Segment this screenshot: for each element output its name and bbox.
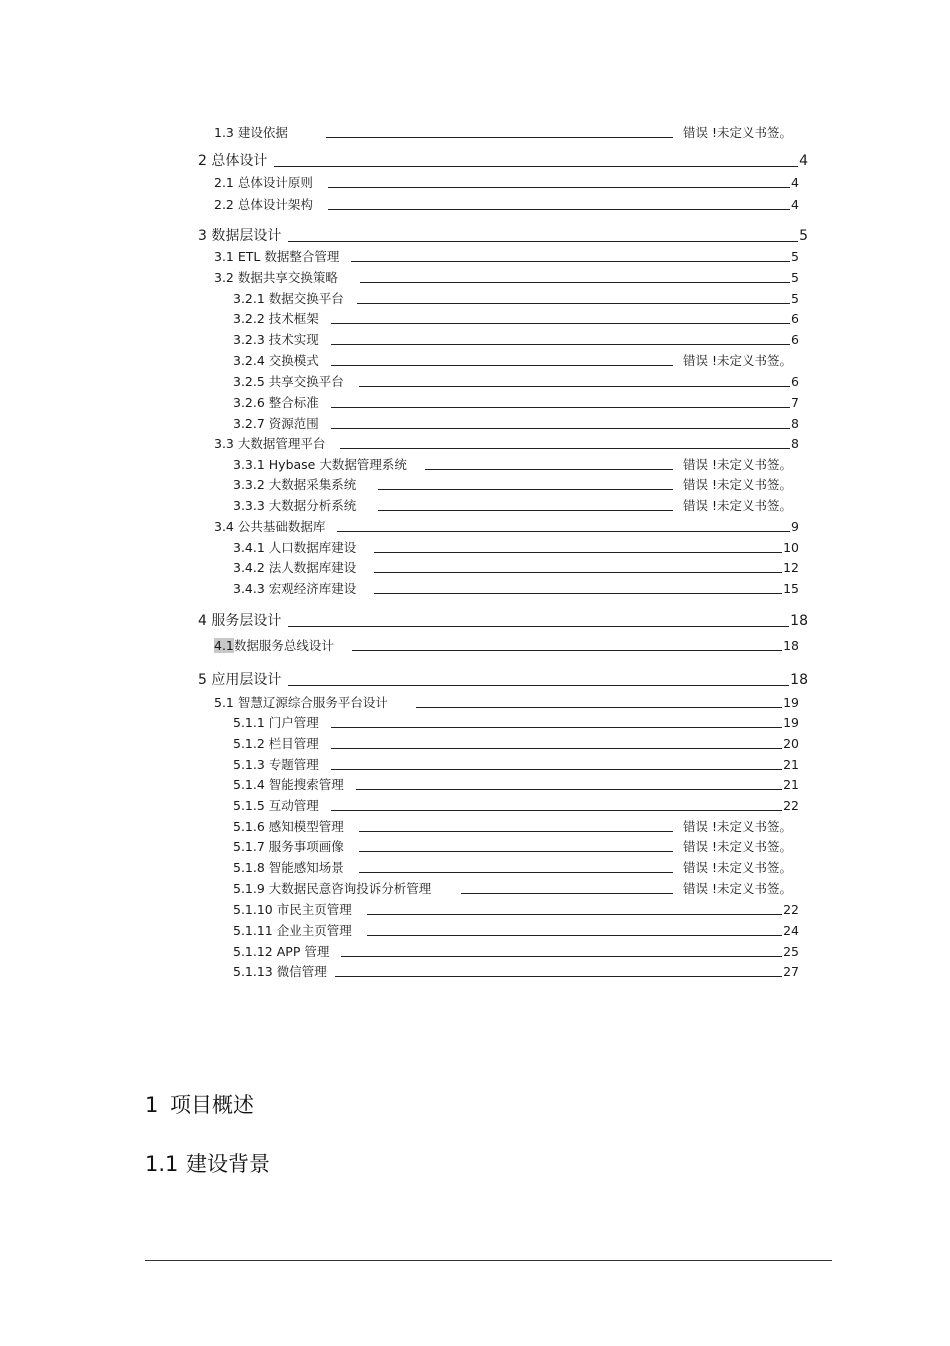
toc-entry[interactable] bbox=[233, 477, 792, 491]
toc-leader-line bbox=[360, 282, 790, 283]
toc-leader-line bbox=[351, 261, 790, 262]
toc-entry-page: 22 bbox=[783, 901, 799, 917]
toc-entry[interactable] bbox=[233, 395, 799, 409]
toc-leader-line bbox=[378, 489, 673, 490]
toc-entry-page: 15 bbox=[783, 580, 799, 596]
toc-leader-line bbox=[331, 323, 790, 324]
toc-entry-title: 3.4 公共基础数据库 bbox=[214, 518, 326, 534]
toc-entry-error: 错误 !未定义书签。 bbox=[683, 352, 792, 368]
toc-entry-title: 3.2.4 交换模式 bbox=[233, 352, 319, 368]
toc-entry-page: 5 bbox=[791, 269, 799, 285]
toc-entry-title: 2 总体设计 bbox=[198, 153, 268, 169]
toc-leader-line bbox=[367, 914, 782, 915]
toc-entry-title: 3.4.3 宏观经济库建设 bbox=[233, 580, 357, 596]
toc-entry-page: 6 bbox=[791, 331, 799, 347]
toc-leader-line bbox=[341, 956, 782, 957]
toc-entry-page: 21 bbox=[783, 756, 799, 772]
toc-entry-page: 19 bbox=[783, 714, 799, 730]
section-number: 1.1 bbox=[145, 1152, 179, 1176]
toc-entry[interactable] bbox=[233, 353, 792, 367]
toc-entry[interactable] bbox=[233, 944, 799, 958]
toc-entry-title: 4 服务层设计 bbox=[198, 613, 282, 629]
toc-entry-title: 5.1.1 门户管理 bbox=[233, 714, 319, 730]
toc-leader-line bbox=[337, 531, 790, 532]
toc-entry[interactable] bbox=[214, 436, 799, 450]
toc-entry-title: 5.1.3 专题管理 bbox=[233, 756, 319, 772]
toc-entry-title: 3.4.1 人口数据库建设 bbox=[233, 539, 357, 555]
toc-entry-page: 8 bbox=[791, 435, 799, 451]
toc-entry[interactable] bbox=[233, 715, 799, 729]
toc-entry[interactable] bbox=[198, 229, 808, 243]
toc-entry-title: 5.1 智慧辽源综合服务平台设计 bbox=[214, 694, 388, 710]
toc-entry-title: 5.1.7 服务事项画像 bbox=[233, 838, 344, 854]
toc-entry-title: 3.2.3 技术实现 bbox=[233, 331, 319, 347]
toc-leader-line bbox=[331, 810, 782, 811]
toc-entry-title: 3.2 数据共享交换策略 bbox=[214, 269, 338, 285]
toc-entry-page: 24 bbox=[783, 922, 799, 938]
toc-entry-page: 5 bbox=[791, 248, 799, 264]
toc-leader-line bbox=[374, 593, 782, 594]
toc-entry[interactable] bbox=[233, 416, 799, 430]
toc-entry-error: 错误 !未定义书签。 bbox=[683, 497, 792, 513]
toc-entry-title: 3.4.2 法人数据库建设 bbox=[233, 559, 357, 575]
toc-leader-line bbox=[378, 510, 673, 511]
toc-entry[interactable] bbox=[214, 270, 799, 284]
toc-entry[interactable] bbox=[233, 798, 799, 812]
toc-entry[interactable] bbox=[214, 249, 799, 263]
section-title: 建设背景 bbox=[186, 1152, 270, 1176]
toc-entry-title: 3.3.2 大数据采集系统 bbox=[233, 476, 357, 492]
toc-entry-page: 20 bbox=[783, 735, 799, 751]
toc-entry-page: 4 bbox=[791, 174, 799, 190]
toc-entry-title: 2.2 总体设计架构 bbox=[214, 196, 313, 212]
toc-entry-page: 4 bbox=[791, 196, 799, 212]
toc-entry-title: 3.2.2 技术框架 bbox=[233, 310, 319, 326]
toc-entry-page: 22 bbox=[783, 797, 799, 813]
toc-entry[interactable] bbox=[233, 923, 799, 937]
toc-entry-title: 5.1.10 市民主页管理 bbox=[233, 901, 352, 917]
toc-entry-page: 21 bbox=[783, 776, 799, 792]
toc-leader-line bbox=[367, 935, 782, 936]
toc-leader-line bbox=[374, 572, 782, 573]
toc-entry-page: 18 bbox=[783, 637, 799, 653]
toc-entry[interactable] bbox=[233, 581, 799, 595]
toc-entry-title: 5.1.6 感知模型管理 bbox=[233, 818, 344, 834]
toc-leader-line bbox=[326, 137, 673, 138]
toc-entry[interactable] bbox=[233, 839, 792, 853]
toc-entry-title: 2.1 总体设计原则 bbox=[214, 174, 313, 190]
toc-leader-line bbox=[331, 365, 673, 366]
toc-entry-text: 数据服务总线设计 bbox=[233, 637, 334, 653]
toc-entry-title: 5.1.2 栏目管理 bbox=[233, 735, 319, 751]
toc-entry-title: 3.2.1 数据交换平台 bbox=[233, 290, 344, 306]
toc-entry-page: 5 bbox=[791, 290, 799, 306]
toc-entry-error: 错误 !未定义书签。 bbox=[683, 456, 792, 472]
toc-entry-page: 8 bbox=[791, 415, 799, 431]
toc-leader-line bbox=[331, 727, 782, 728]
toc-entry-error: 错误 !未定义书签。 bbox=[683, 838, 792, 854]
toc-entry-title: 3.3 大数据管理平台 bbox=[214, 435, 326, 451]
toc-entry-title: 5.1.5 互动管理 bbox=[233, 797, 319, 813]
toc-leader-line bbox=[288, 626, 789, 627]
toc-leader-line bbox=[359, 872, 673, 873]
toc-entry[interactable] bbox=[214, 638, 799, 652]
toc-leader-line bbox=[328, 209, 790, 210]
toc-entry[interactable] bbox=[233, 881, 792, 895]
toc-entry[interactable] bbox=[233, 332, 799, 346]
toc-entry[interactable] bbox=[214, 125, 792, 139]
toc-leader-line bbox=[461, 893, 673, 894]
toc-entry[interactable] bbox=[233, 457, 792, 471]
toc-entry-page: 25 bbox=[783, 943, 799, 959]
toc-entry-title: 5.1.13 微信管理 bbox=[233, 963, 327, 979]
toc-entry-page: 6 bbox=[791, 310, 799, 326]
footer-divider bbox=[145, 1260, 832, 1261]
toc-entry-title: 5 应用层设计 bbox=[198, 672, 282, 688]
toc-entry-title: 3.3.3 大数据分析系统 bbox=[233, 497, 357, 513]
toc-entry-page: 18 bbox=[790, 613, 808, 629]
toc-entry[interactable] bbox=[214, 695, 799, 709]
toc-entry-page: 5 bbox=[799, 228, 808, 244]
toc-leader-line bbox=[356, 789, 782, 790]
toc-entry-page: 12 bbox=[783, 559, 799, 575]
toc-entry[interactable] bbox=[233, 374, 799, 388]
toc-entry[interactable] bbox=[233, 291, 799, 305]
toc-entry[interactable] bbox=[214, 175, 799, 189]
toc-entry[interactable] bbox=[233, 902, 799, 916]
toc-entry-number: 4.1 bbox=[214, 637, 234, 653]
toc-leader-line bbox=[288, 685, 789, 686]
toc-entry-title: 3.1 ETL 数据整合管理 bbox=[214, 248, 340, 264]
toc-entry-title: 5.1.9 大数据民意咨询投诉分析管理 bbox=[233, 880, 432, 896]
toc-leader-line bbox=[425, 469, 673, 470]
toc-entry-title: 3.2.7 资源范围 bbox=[233, 415, 319, 431]
toc-leader-line bbox=[331, 748, 782, 749]
toc-entry-title: 3.2.5 共享交换平台 bbox=[233, 373, 344, 389]
toc-leader-line bbox=[357, 303, 790, 304]
toc-leader-line bbox=[359, 851, 673, 852]
toc-entry[interactable] bbox=[214, 519, 799, 533]
toc-entry-error: 错误 !未定义书签。 bbox=[683, 818, 792, 834]
toc-entry-error: 错误 !未定义书签。 bbox=[683, 859, 792, 875]
toc-entry-page: 18 bbox=[790, 672, 808, 688]
toc-leader-line bbox=[288, 241, 798, 242]
toc-leader-line bbox=[359, 831, 673, 832]
toc-entry[interactable] bbox=[198, 673, 808, 687]
toc-leader-line bbox=[331, 407, 790, 408]
toc-entry-title: 1.3 建设依据 bbox=[214, 124, 288, 140]
toc-leader-line bbox=[340, 448, 790, 449]
toc-leader-line bbox=[352, 650, 782, 651]
toc-leader-line bbox=[331, 344, 790, 345]
toc-leader-line bbox=[335, 976, 782, 977]
toc-entry[interactable] bbox=[233, 819, 792, 833]
chapter-title: 项目概述 bbox=[170, 1093, 254, 1117]
toc-entry[interactable] bbox=[233, 860, 792, 874]
toc-entry-error: 错误 !未定义书签。 bbox=[683, 124, 792, 140]
toc-entry[interactable] bbox=[233, 498, 792, 512]
toc-entry-error: 错误 !未定义书签。 bbox=[683, 880, 792, 896]
toc-entry[interactable] bbox=[233, 964, 799, 978]
toc-entry-title: 3 数据层设计 bbox=[198, 228, 282, 244]
toc-entry-title: 5.1.4 智能搜索管理 bbox=[233, 776, 344, 792]
toc-entry-error: 错误 !未定义书签。 bbox=[683, 476, 792, 492]
toc-entry-page: 9 bbox=[791, 518, 799, 534]
toc-entry[interactable] bbox=[233, 757, 799, 771]
toc-leader-line bbox=[416, 707, 782, 708]
toc-entry-title bbox=[214, 637, 334, 653]
toc-entry-page: 6 bbox=[791, 373, 799, 389]
toc-entry[interactable] bbox=[198, 154, 808, 168]
toc-leader-line bbox=[274, 166, 798, 167]
toc-entry[interactable] bbox=[233, 560, 799, 574]
toc-leader-line bbox=[374, 552, 782, 553]
chapter-number: 1 bbox=[145, 1093, 159, 1117]
toc-entry-title: 5.1.8 智能感知场景 bbox=[233, 859, 344, 875]
toc-entry-title: 5.1.12 APP 管理 bbox=[233, 943, 330, 959]
toc-leader-line bbox=[331, 428, 790, 429]
toc-entry-page: 27 bbox=[783, 963, 799, 979]
toc-entry[interactable] bbox=[233, 311, 799, 325]
toc-entry-page: 19 bbox=[783, 694, 799, 710]
toc-entry[interactable] bbox=[198, 614, 808, 628]
toc-leader-line bbox=[328, 187, 790, 188]
toc-entry-page: 7 bbox=[791, 394, 799, 410]
toc-entry[interactable] bbox=[214, 197, 799, 211]
toc-entry-title: 3.3.1 Hybase 大数据管理系统 bbox=[233, 456, 407, 472]
toc-entry-title: 3.2.6 整合标准 bbox=[233, 394, 319, 410]
toc-entry[interactable] bbox=[233, 540, 799, 554]
toc-entry-title: 5.1.11 企业主页管理 bbox=[233, 922, 352, 938]
toc-entry-page: 4 bbox=[799, 153, 808, 169]
toc-entry[interactable] bbox=[233, 777, 799, 791]
toc-entry[interactable] bbox=[233, 736, 799, 750]
toc-leader-line bbox=[331, 769, 782, 770]
toc-entry-page: 10 bbox=[783, 539, 799, 555]
chapter-heading bbox=[145, 1089, 254, 1119]
toc-leader-line bbox=[359, 386, 790, 387]
section-heading bbox=[145, 1148, 270, 1178]
